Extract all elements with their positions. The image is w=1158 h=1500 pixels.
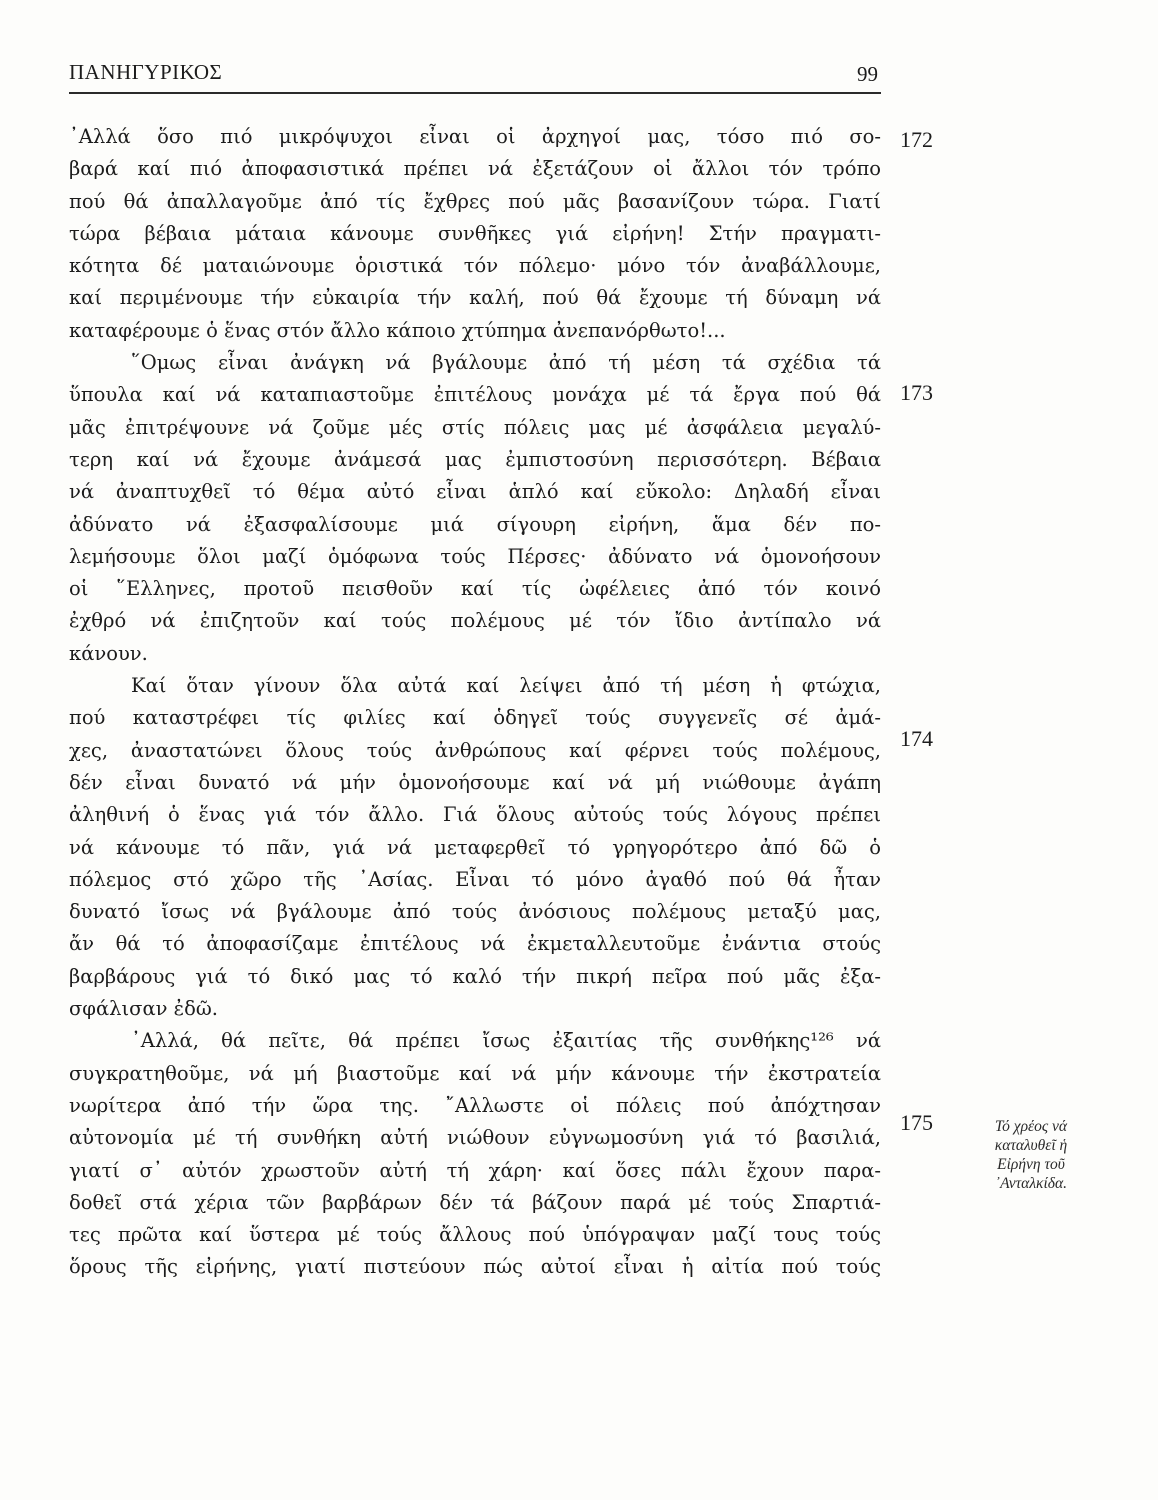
margin-note-line: Εἰρήνη τοῦ	[997, 1156, 1065, 1173]
text-line: τώρα βέβαια μάταια κάνουμε συνθῆκες γιά εἰρήνη! Στήν πραγματι-	[69, 221, 881, 245]
text-line: συγκρατηθοῦμε, νά μή βιαστοῦμε καί νά μήν κάνουμε τήν ἐκστρατεία	[69, 1061, 881, 1085]
page-number: 99	[857, 62, 878, 86]
text-line: γιατί σ᾿ αὐτόν χρωστοῦν αὐτή τή χάρη· καί ὅσες πάλι ἔχουν παρα-	[69, 1158, 881, 1182]
text-line: ἀληθινή ὁ ἕνας γιά τόν ἄλλο. Γιά ὅλους αὐτούς τούς λόγους πρέπει	[69, 803, 881, 827]
text-line: δυνατό ἴσως νά βγάλουμε ἀπό τούς ἀνόσιους πολέμους μεταξύ μας,	[69, 900, 881, 924]
text-line: τες πρῶτα καί ὕστερα μέ τούς ἄλλους πού ὑπόγραψαν μαζί τους τούς	[69, 1223, 881, 1247]
text-line: οἱ ῞Ελληνες, προτοῦ πεισθοῦν καί τίς ὠφέλειες ἀπό τόν κοινό	[69, 577, 881, 601]
margin-note	[961, 1117, 1101, 1193]
text-line: ἀδύνατο νά ἐξασφαλίσουμε μιά σίγουρη εἰρήνη, ἅμα δέν πο-	[69, 512, 881, 536]
section-number: 175	[900, 1110, 933, 1135]
text-line: μᾶς ἐπιτρέψουνε νά ζοῦμε μές στίς πόλεις μας μέ ἀσφάλεια μεγαλύ-	[69, 415, 881, 439]
text-line: ἄν θά τό ἀποφασίζαμε ἐπιτέλους νά ἐκμεταλλευτοῦμε ἐνάντια στούς	[69, 932, 881, 956]
text-line: χες, ἀναστατώνει ὅλους τούς ἀνθρώπους καί φέρνει τούς πολέμους,	[69, 738, 881, 762]
section-number: 172	[900, 127, 933, 152]
text-line: σφάλισαν ἐδῶ.	[69, 997, 218, 1021]
text-line: ᾿Αλλά ὅσο πιό μικρόψυχοι εἶναι οἱ ἀρχηγοί μας, τόσο πιό σο-	[69, 125, 881, 148]
text-line: νά κάνουμε τό πᾶν, γιά νά μεταφερθεῖ τό γρηγορότερο ἀπό δῶ ὁ	[69, 835, 881, 859]
text-line: αὐτονομία μέ τή συνθήκη αὐτή νιώθουν εὐγνωμοσύνη γιά τό βασιλιά,	[69, 1126, 881, 1150]
text-line: δοθεῖ στά χέρια τῶν βαρβάρων δέν τά βάζουν παρά μέ τούς Σπαρτιά-	[69, 1190, 881, 1214]
text-line: νωρίτερα ἀπό τήν ὥρα της. ῎Αλλωστε οἱ πόλεις πού ἀπόχτησαν	[69, 1093, 881, 1117]
section-number: 174	[900, 726, 933, 751]
body-text	[69, 121, 881, 1284]
margin-note-line: καταλυθεῖ ἡ	[994, 1137, 1068, 1154]
text-line: λεμήσουμε ὅλοι μαζί ὁμόφωνα τούς Πέρσες· ἀδύνατο νά ὁμονοήσουν	[69, 544, 881, 568]
text-line: ὅρους τῆς εἰρήνης, γιατί πιστεύουν πώς αὐτοί εἶναι ἡ αἰτία πού τούς	[69, 1255, 881, 1279]
text-line: πόλεμος στό χῶρο τῆς ᾿Ασίας. Εἶναι τό μόνο ἀγαθό πού θά ἦταν	[69, 867, 881, 891]
text-line: βαρβάρους γιά τό δικό μας τό καλό τήν πικρή πεῖρα πού μᾶς ἐξα-	[69, 964, 881, 988]
text-line: τερη καί νά ἔχουμε ἀνάμεσά μας ἐμπιστοσύνη περισσότερη. Βέβαια	[69, 447, 881, 471]
margin-note-line: Τό χρέος νά	[994, 1118, 1068, 1135]
text-line: νά ἀναπτυχθεῖ τό θέμα αὐτό εἶναι ἁπλό καί εὔκολο: Δηλαδή εἶναι	[69, 480, 881, 504]
margin-note-line: ᾿Ανταλκίδα.	[994, 1175, 1067, 1192]
text-line: καί περιμένουμε τήν εὐκαιρία τήν καλή, πού θά ἔχουμε τή δύναμη νά	[69, 286, 881, 310]
text-line: ὕπουλα καί νά καταπιαστοῦμε ἐπιτέλους μονάχα μέ τά ἔργα πού θά	[69, 383, 881, 407]
text-line: ῞Ομως εἶναι ἀνάγκη νά βγάλουμε ἀπό τή μέση τά σχέδια τά	[131, 351, 881, 375]
text-line: κάνουν.	[69, 641, 148, 665]
text-line: ᾿Αλλά, θά πεῖτε, θά πρέπει ἴσως ἐξαιτίας τῆς συνθήκης¹²⁶ νά	[131, 1029, 881, 1053]
text-line: κότητα δέ ματαιώνουμε ὁριστικά τόν πόλεμο· μόνο τόν ἀναβάλλουμε,	[69, 254, 881, 278]
text-line: ἐχθρό νά ἐπιζητοῦν καί τούς πολέμους μέ τόν ἴδιο ἀντίπαλο νά	[69, 609, 881, 633]
text-line: καταφέρουμε ὁ ἕνας στόν ἄλλο κάποιο χτύπημα ἀνεπανόρθωτο!...	[69, 318, 726, 342]
running-title: ΠΑΝΗΓΥΡΙΚΟΣ	[69, 60, 223, 84]
text-line: πού θά ἀπαλλαγοῦμε ἀπό τίς ἔχθρες πού μᾶς βασανίζουν τώρα. Γιατί	[69, 189, 881, 213]
page-header	[69, 58, 881, 94]
text-line: δέν εἶναι δυνατό νά μήν ὁμονοήσουμε καί νά μή νιώθουμε ἀγάπη	[69, 770, 881, 794]
text-line: πού καταστρέφει τίς φιλίες καί ὁδηγεῖ τούς συγγενεῖς σέ ἀμά-	[69, 706, 881, 730]
section-number: 173	[900, 380, 933, 405]
text-line: βαρά καί πιό ἀποφασιστικά πρέπει νά ἐξετάζουν οἱ ἄλλοι τόν τρόπο	[69, 157, 881, 181]
text-line: Καί ὅταν γίνουν ὅλα αὐτά καί λείψει ἀπό τή μέση ἡ φτώχια,	[131, 674, 881, 698]
